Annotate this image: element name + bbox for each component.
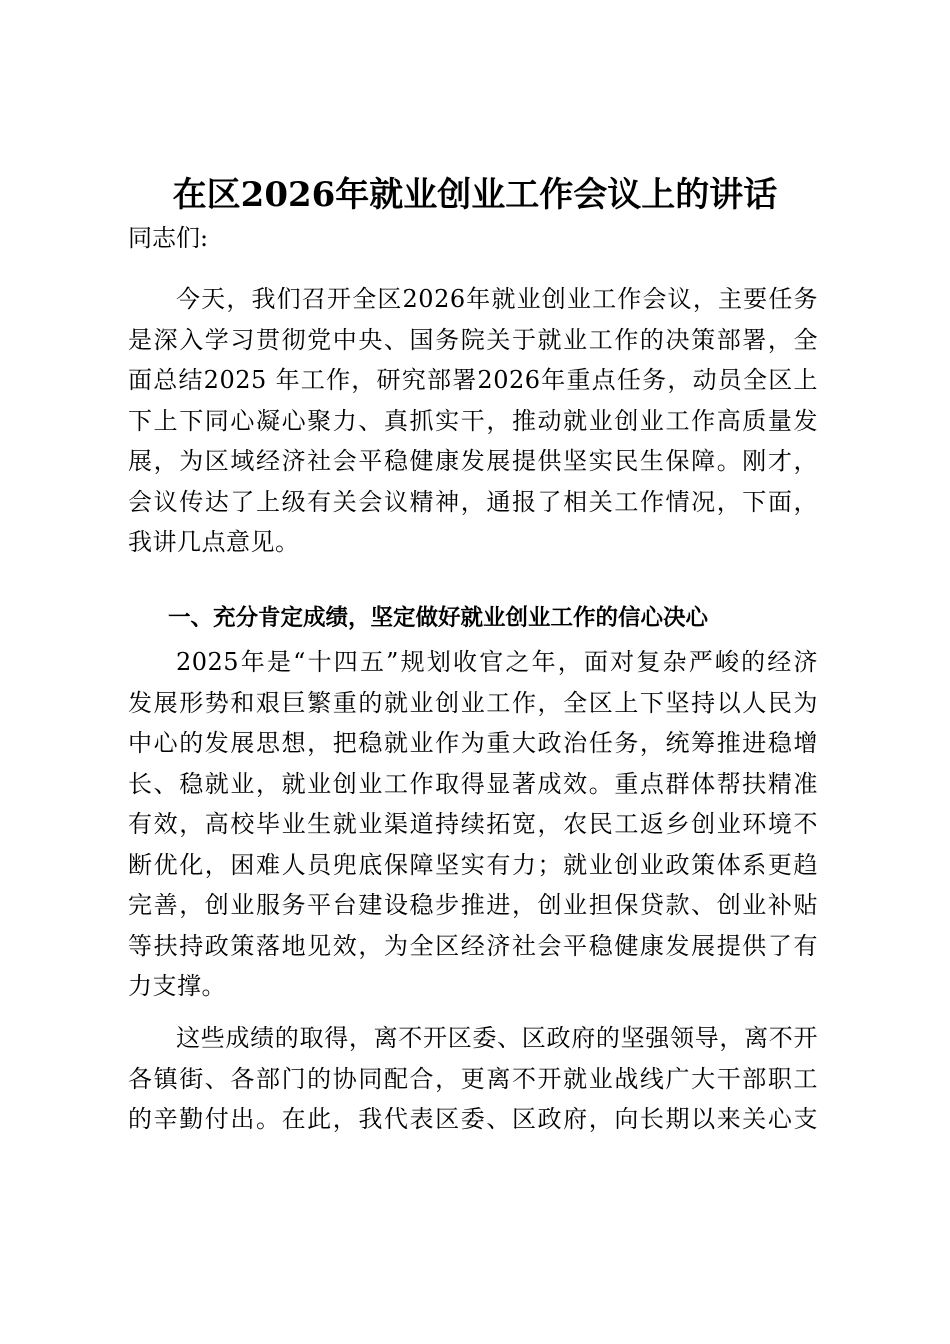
- paragraph-achievements: [128, 642, 818, 1007]
- section-heading: 一、充分肯定成绩，坚定做好就业创业工作的信心决心: [168, 605, 709, 631]
- paragraph-line: 会议传达了上级有关会议精神，通报了相关工作情况，下面，: [128, 487, 818, 516]
- document-title: 在区2026年就业创业工作会议上的讲话: [172, 175, 778, 215]
- paragraph-line: 力支撑。: [128, 972, 226, 1000]
- paragraph-thanks: [128, 1018, 818, 1140]
- paragraph-line: 面总结2025 年工作，研究部署2026年重点任务，动员全区上: [128, 366, 818, 394]
- paragraph-line: 下上下同心凝心聚力、真抓实干，推动就业创业工作高质量发: [128, 406, 818, 435]
- paragraph-line: 有效，高校毕业生就业渠道持续拓宽，农民工返乡创业环境不: [128, 810, 818, 838]
- paragraph-line: 等扶持政策落地见效，为全区经济社会平稳健康发展提供了有: [128, 931, 818, 960]
- paragraph-line: 发展形势和艰巨繁重的就业创业工作，全区上下坚持以人民为: [128, 688, 818, 717]
- paragraph-line: 中心的发展思想，把稳就业作为重大政治任务，统筹推进稳增: [128, 729, 818, 757]
- paragraph-line: 各镇街、各部门的协同配合，更离不开就业战线广大干部职工: [128, 1064, 818, 1093]
- paragraph-line: 的辛勤付出。在此，我代表区委、区政府，向长期以来关心支: [128, 1105, 818, 1133]
- paragraph-line: 长、稳就业，就业创业工作取得显著成效。重点群体帮扶精准: [128, 769, 818, 798]
- paragraph-line: 断优化，困难人员兜底保障坚实有力；就业创业政策体系更趋: [128, 850, 818, 879]
- paragraph-line: 是深入学习贯彻党中央、国务院关于就业工作的决策部署，全: [128, 325, 818, 354]
- greeting: 同志们:: [128, 224, 209, 252]
- paragraph-line: 完善，创业服务平台建设稳步推进，创业担保贷款、创业补贴: [128, 891, 818, 919]
- paragraph-line: 今天，我们召开全区2026年就业创业工作会议，主要任务: [176, 285, 818, 313]
- paragraph-line: 我讲几点意见。: [128, 528, 300, 556]
- paragraph-line: 这些成绩的取得，离不开区委、区政府的坚强领导，离不开: [176, 1024, 818, 1052]
- paragraph-line: 2025年是“十四五”规划收官之年，面对复杂严峻的经济: [176, 648, 818, 676]
- paragraph-line: 展，为区域经济社会平稳健康发展提供坚实民生保障。刚才，: [128, 447, 818, 475]
- paragraph-intro: [128, 279, 818, 563]
